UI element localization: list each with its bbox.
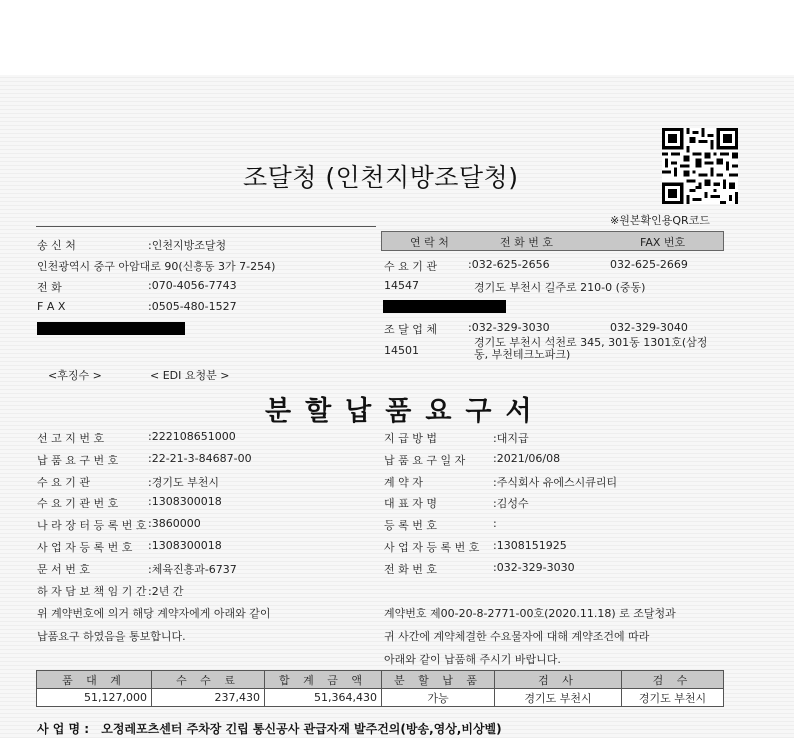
tag-edi-request: < EDI 요청분 > — [150, 369, 230, 382]
field-label: 등 록 번 호 — [384, 519, 437, 532]
tag-post-collection: <후징수 > — [48, 369, 102, 382]
supplier-postal: 14501 — [384, 344, 419, 357]
field-label: 문 서 번 호 — [37, 563, 90, 576]
amount-value: 51,364,430 — [265, 689, 382, 707]
supplier-address-line-2: 동, 부천테크노파크) — [474, 348, 571, 361]
field-label: 전 화 번 호 — [384, 563, 437, 576]
field-label: 납 품 요 구 번 호 — [37, 454, 119, 467]
field-value: :2년 간 — [148, 585, 184, 598]
field-label: 선 고 지 번 호 — [37, 432, 105, 445]
notice-right-line: 계약번호 제00-20-8-2771-00호(2020.11.18) 로 조달청과 — [384, 607, 676, 620]
field-value: :대지급 — [493, 432, 529, 445]
supplier-label: 조 달 업 체 — [384, 323, 437, 336]
supplier-address-line-1: 경기도 부천시 석천로 345, 301동 1301호(삼정 — [474, 336, 708, 349]
notice-right-line: 아래와 같이 납품해 주시기 바랍니다. — [384, 653, 561, 666]
field-value: :주식회사 유에스시큐리티 — [493, 476, 618, 489]
contacts-header-phone: 전 화 번 호 — [500, 236, 553, 249]
amount-value: 51,127,000 — [37, 689, 152, 707]
field-label: 계 약 자 — [384, 476, 423, 489]
field-value: :1308300018 — [148, 495, 222, 508]
field-label: 하 자 담 보 책 임 기 간 — [37, 585, 147, 598]
field-value: :김성수 — [493, 497, 529, 510]
sender-fax-label: F A X — [37, 300, 66, 313]
amount-header-row — [37, 671, 724, 689]
buyer-postal: 14547 — [384, 279, 419, 292]
redaction-bar — [37, 322, 185, 335]
qr-code-icon — [662, 128, 738, 204]
notice-left-line: 위 계약번호에 의거 해당 계약자에게 아래와 같이 — [37, 607, 271, 620]
qr-caption: ※원본확인용QR코드 — [610, 214, 710, 227]
amount-value-row — [37, 689, 724, 707]
field-label: 사 업 자 등 록 번 호 — [384, 541, 480, 554]
notice-left-line: 납품요구 하였음을 통보합니다. — [37, 630, 186, 643]
contacts-header — [381, 231, 724, 251]
amount-value: 경기도 부천시 — [622, 689, 724, 707]
amount-header: 검 수 — [622, 671, 724, 689]
sender-value: :인천지방조달청 — [148, 239, 227, 252]
document-title: 분할납품요구서 — [265, 396, 546, 427]
field-value: :1308300018 — [148, 539, 222, 552]
project-row — [37, 720, 502, 737]
buyer-phone: :032-625-2656 — [468, 258, 550, 271]
supplier-phone: :032-329-3030 — [468, 321, 550, 334]
amount-header: 합 계 금 액 — [265, 671, 382, 689]
field-label: 나 라 장 터 등 록 번 호 — [37, 519, 147, 532]
amount-value: 237,430 — [152, 689, 265, 707]
amount-header: 품 대 계 — [37, 671, 152, 689]
sender-phone-label: 전 화 — [37, 281, 62, 294]
field-value: :222108651000 — [148, 430, 236, 443]
buyer-fax: 032-625-2669 — [610, 258, 688, 271]
field-value: :경기도 부천시 — [148, 476, 219, 489]
project-label: 사 업 명 : — [37, 722, 90, 736]
amount-header: 분 할 납 품 — [382, 671, 495, 689]
field-label: 대 표 자 명 — [384, 497, 437, 510]
sender-address: 인천광역시 중구 아암대로 90(신흥동 3가 7-254) — [37, 260, 276, 273]
contacts-header-label: 연 락 처 — [410, 236, 449, 249]
contacts-header-fax: FAX 번호 — [640, 236, 686, 249]
project-name: 오정레포츠센터 주차장 긴립 통신공사 관급자재 발주건의(방송,영상,비상벨) — [101, 722, 502, 736]
supplier-fax: 032-329-3040 — [610, 321, 688, 334]
field-value: :3860000 — [148, 517, 201, 530]
amount-header: 검 사 — [495, 671, 622, 689]
field-label: 납 품 요 구 일 자 — [384, 454, 466, 467]
field-value: :032-329-3030 — [493, 561, 575, 574]
amount-header: 수 수 료 — [152, 671, 265, 689]
field-label: 지 급 방 법 — [384, 432, 437, 445]
redaction-bar — [383, 300, 506, 313]
notice-right-line: 귀 사간에 계약체결한 수요물자에 대해 계약조건에 따라 — [384, 630, 650, 643]
sender-phone-value: :070-4056-7743 — [148, 279, 237, 292]
field-value: :2021/06/08 — [493, 452, 561, 465]
procurement-document — [0, 75, 794, 738]
sender-label: 송 신 처 — [37, 239, 76, 252]
field-value: :1308151925 — [493, 539, 567, 552]
field-label: 수 요 기 관 — [37, 476, 90, 489]
buyer-address: 경기도 부천시 길주로 210-0 (중동) — [474, 281, 646, 294]
amount-table — [36, 670, 724, 707]
amount-value: 가능 — [382, 689, 495, 707]
divider — [36, 226, 376, 227]
field-label: 사 업 자 등 록 번 호 — [37, 541, 133, 554]
field-value: : — [493, 517, 497, 530]
buyer-label: 수 요 기 관 — [384, 260, 437, 273]
field-label: 수 요 기 관 번 호 — [37, 497, 119, 510]
amount-value: 경기도 부천시 — [495, 689, 622, 707]
field-value: :22-21-3-84687-00 — [148, 452, 252, 465]
sender-fax-value: :0505-480-1527 — [148, 300, 237, 313]
field-value: :체육진흥과-6737 — [148, 563, 237, 576]
agency-title: 조달청 (인천지방조달청) — [243, 163, 519, 192]
